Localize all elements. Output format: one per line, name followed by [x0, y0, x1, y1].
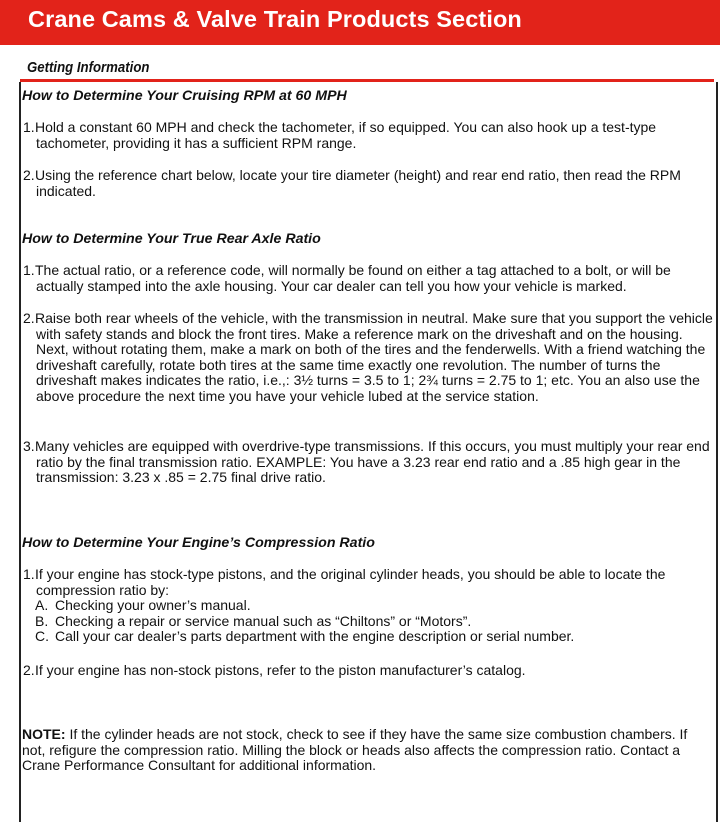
heading-compression-ratio: How to Determine Your Engine’s Compression Ratio: [22, 535, 375, 551]
list-item: [23, 567, 713, 645]
sub-item: [23, 598, 713, 614]
item-text: If your engine has stock-type pistons, and the original cylinder heads, you should be able to locate the compression ratio by:: [35, 566, 666, 598]
sub-item-text: Checking a repair or service manual such as “Chiltons” or “Motors”.: [55, 612, 472, 629]
item-number: 3.: [23, 438, 35, 454]
page-title: Crane Cams & Valve Train Products Section: [28, 6, 522, 32]
item-text: If your engine has non-stock pistons, refer to the piston manufacturer’s catalog.: [35, 662, 526, 678]
sub-item: [23, 629, 713, 645]
item-number: 2.: [23, 310, 35, 326]
sub-item-letter: A.: [35, 597, 49, 614]
item-number: 1.: [23, 119, 35, 135]
heading-axle-ratio: How to Determine Your True Rear Axle Ratio: [22, 231, 321, 247]
note-label: NOTE:: [22, 726, 66, 742]
item-text: Raise both rear wheels of the vehicle, with the transmission in neutral. Make sure that you support the vehicle with safety stands and block the front tires. Make a reference mark on the driveshaft and on the housing. Next, without rotating them, make a mark on both of the tires and the fenderwells. With a friend watching the driveshaft carefully, rotate both tires at the same time exactly one revolution. The number of turns the driveshaft makes indicates the ratio, i.e.,: 3½ turns = 3.5 to 1; 2¾ turns = 2.75 to 1; etc. You an also use the above procedure the next time you have your vehicle lubed at the service station.: [35, 310, 713, 404]
item-text: Using the reference chart below, locate your tire diameter (height) and rear end ratio, then read the RPM indicated.: [35, 167, 681, 199]
heading-cruising-rpm: How to Determine Your Cruising RPM at 60 MPH: [22, 88, 347, 104]
item-number: 1.: [23, 262, 35, 278]
sub-list: [23, 598, 713, 645]
item-text: The actual ratio, or a reference code, will normally be found on either a tag attached to a bolt, or will be actually stamped into the axle housing. Your car dealer can tell you how your vehicle is marked.: [35, 262, 671, 294]
list-item: [23, 168, 713, 199]
note-paragraph: [22, 727, 712, 774]
item-text: Hold a constant 60 MPH and check the tachometer, if so equipped. You can also hook up a test-type tachometer, providing it has a sufficient RPM range.: [35, 119, 657, 151]
item-number: 2.: [23, 662, 35, 678]
sub-item-text: Checking your owner’s manual.: [55, 597, 251, 614]
list-item: [23, 439, 713, 486]
sub-item-letter: B.: [35, 612, 49, 629]
list-item: [23, 663, 713, 679]
item-text: Many vehicles are equipped with overdrive-type transmissions. If this occurs, you must multiply your rear end ratio by the final transmission ratio. EXAMPLE: You have a 3.23 rear end ratio and a .85 high gear in the transmission: 3.23 x .85 = 2.75 final drive ratio.: [35, 438, 710, 486]
sub-item: [23, 614, 713, 630]
item-number: 1.: [23, 566, 35, 582]
header-banner: [0, 0, 720, 45]
list-item: [23, 263, 713, 294]
list-item: [23, 311, 713, 405]
sub-item-text: Call your car dealer’s parts department with the engine description or serial number.: [55, 628, 575, 645]
item-number: 2.: [23, 167, 35, 183]
list-item: [23, 120, 713, 151]
sub-item-letter: C.: [35, 628, 49, 645]
note-text: If the cylinder heads are not stock, check to see if they have the same size combustion chambers. If not, refigure the compression ratio. Milling the block or heads also affects the compression ratio. Contact a Crane Performance Consultant for additional information.: [22, 726, 688, 774]
section-label: Getting Information: [27, 59, 150, 76]
